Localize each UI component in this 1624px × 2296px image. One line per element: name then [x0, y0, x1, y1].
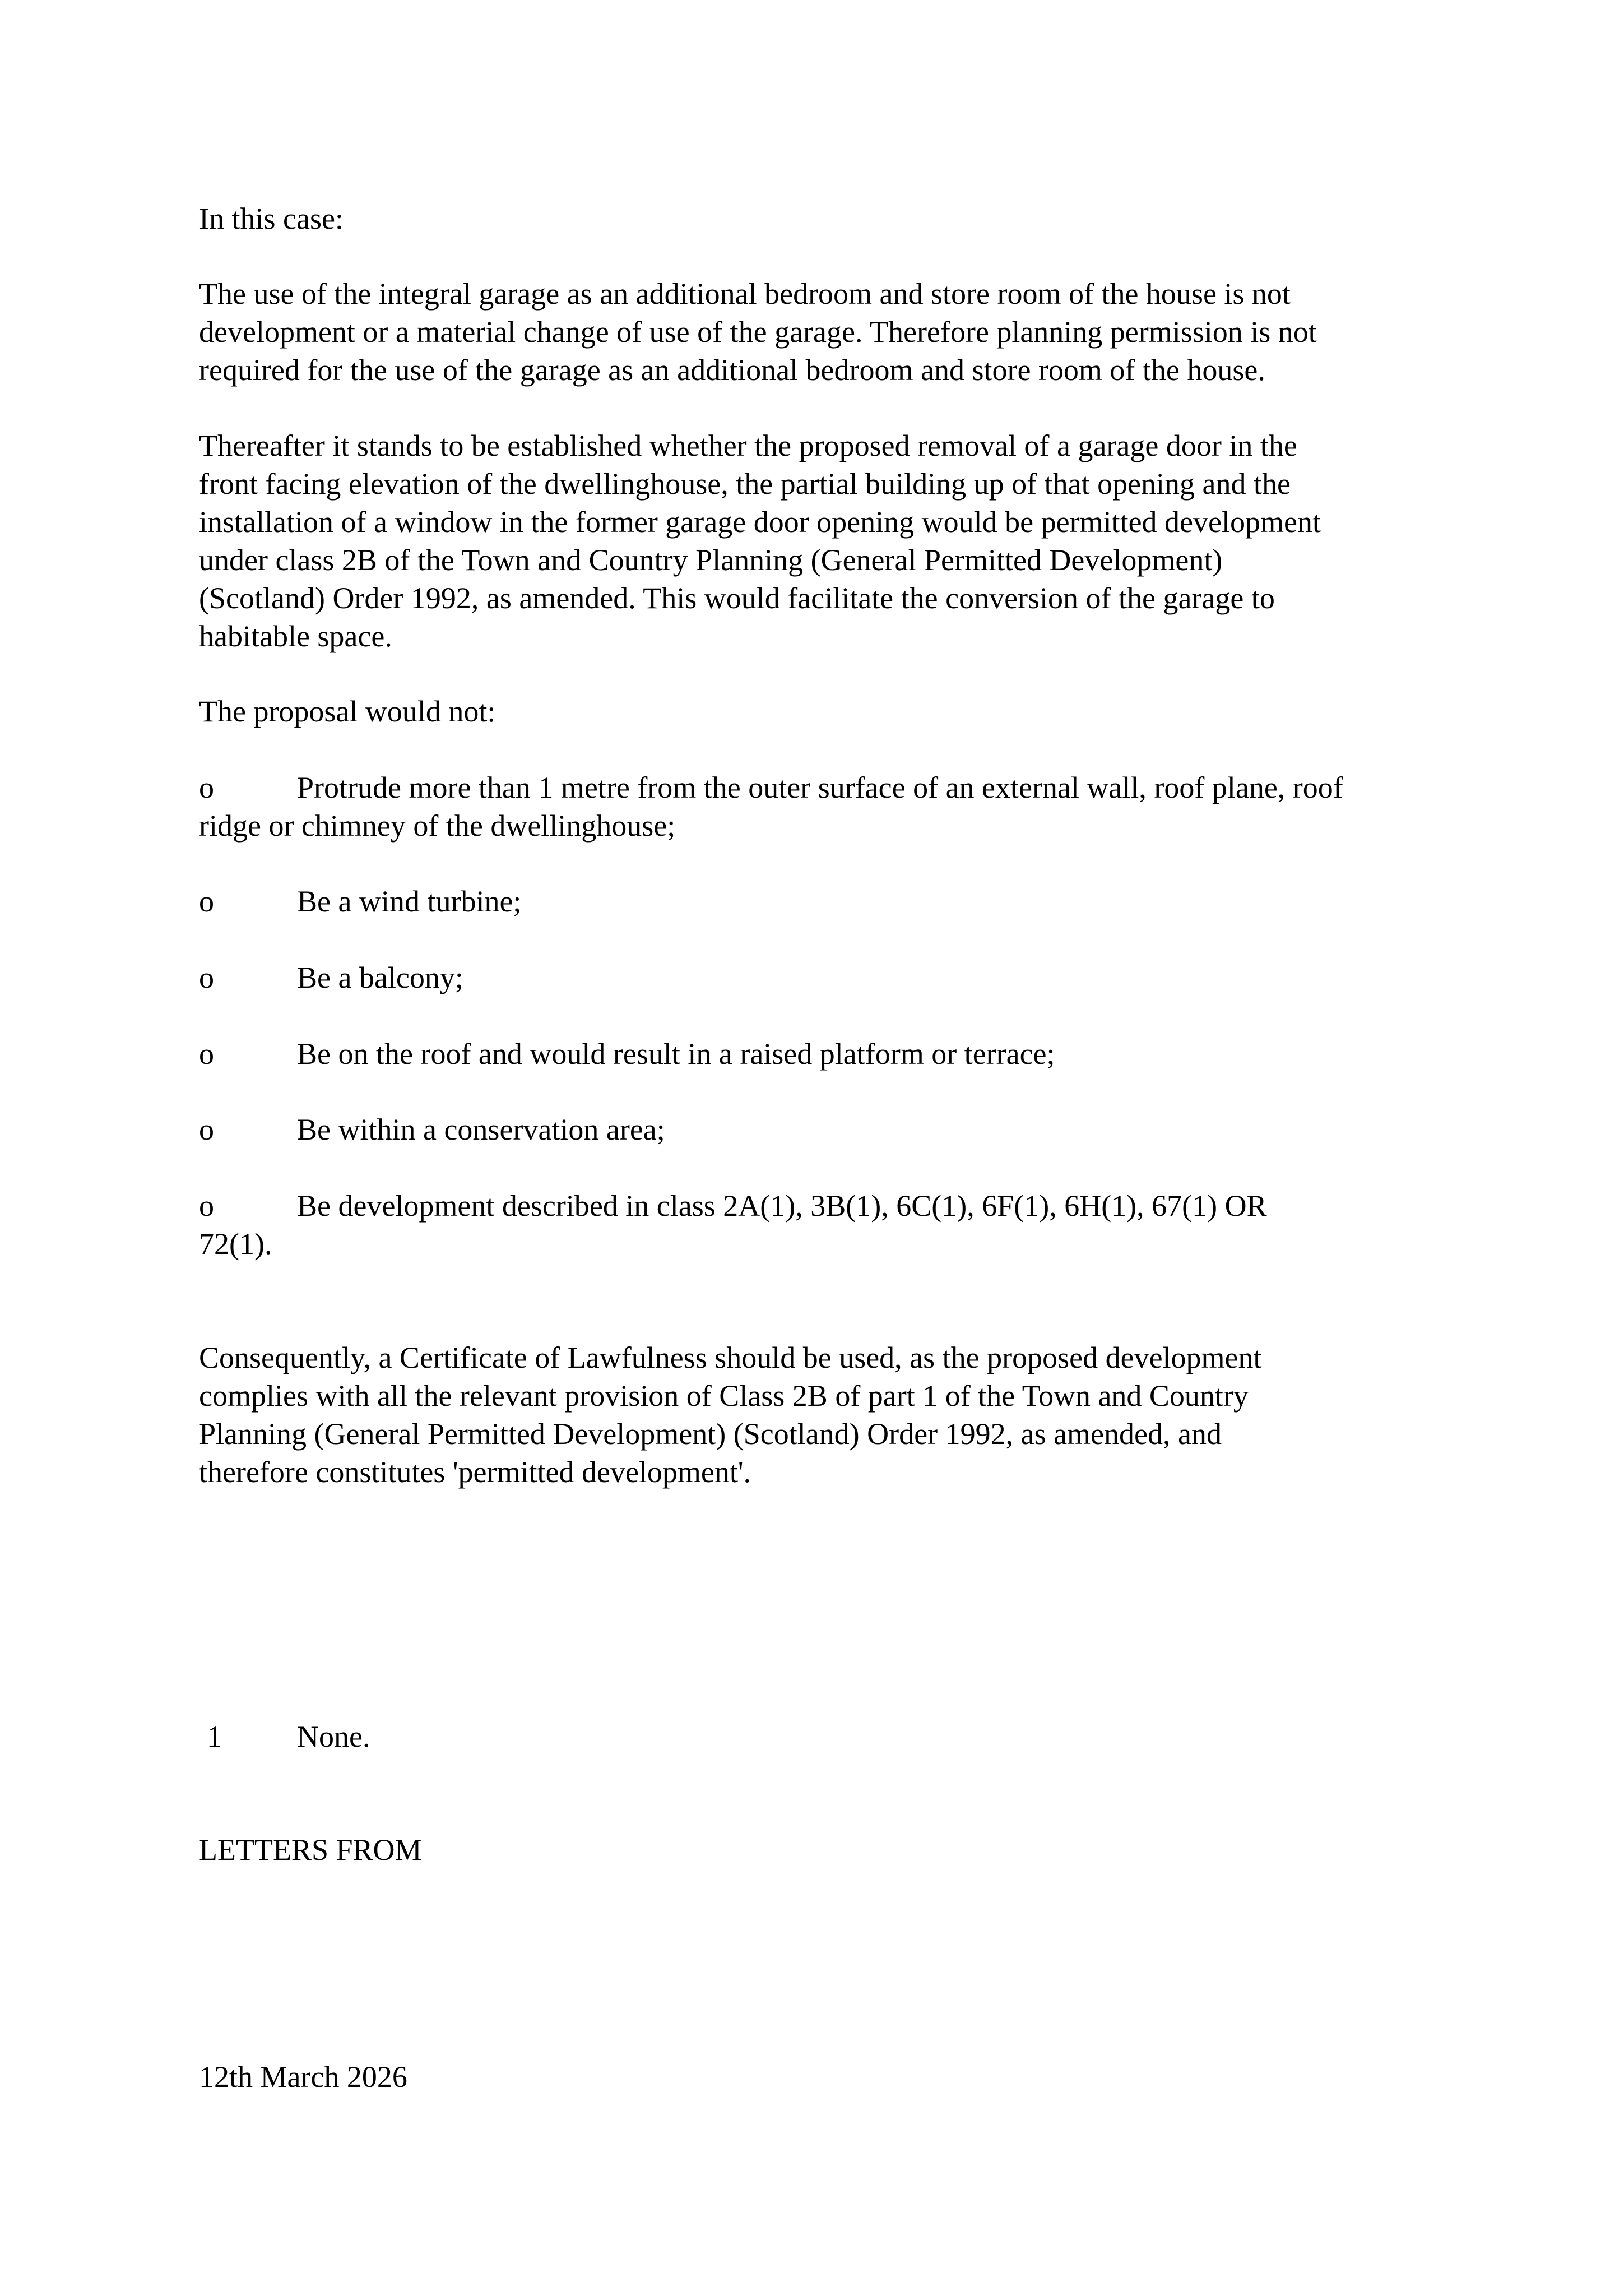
intro-text: In this case:: [199, 202, 344, 235]
bullet-continuation: 72(1).: [199, 1227, 272, 1261]
paragraph-line: therefore constitutes 'permitted development'.: [199, 1455, 751, 1489]
paragraph-line: Thereafter it stands to be established whether the proposed removal of a garage door in the: [199, 429, 1297, 462]
bullet-text: Protrude more than 1 metre from the outer surface of an external wall, roof plane, roof: [297, 771, 1343, 804]
paragraph-line: complies with all the relevant provision of Class 2B of part 1 of the Town and Country: [199, 1379, 1249, 1413]
letters-from-heading: LETTERS FROM: [199, 1833, 422, 1867]
bullet-continuation: ridge or chimney of the dwellinghouse;: [199, 809, 676, 843]
paragraph-line: habitable space.: [199, 619, 392, 653]
paragraph-conclusion: [199, 1339, 1262, 1491]
bullet-text: Be a wind turbine;: [297, 885, 522, 918]
paragraph-line: front facing elevation of the dwellinghouse, the partial building up of that opening and the: [199, 467, 1291, 501]
proposal-heading: The proposal would not:: [199, 695, 496, 728]
list-item: [199, 1035, 1055, 1073]
list-item: [199, 769, 1343, 845]
list-item: [199, 959, 463, 997]
paragraph-line: Consequently, a Certificate of Lawfulness should be used, as the proposed development: [199, 1341, 1262, 1374]
paragraph-line: Planning (General Permitted Development) (Scotland) Order 1992, as amended, and: [199, 1417, 1222, 1451]
list-item: [199, 1110, 665, 1149]
bullet-marker: o: [199, 1037, 214, 1071]
bullet-text: Be within a conservation area;: [297, 1113, 665, 1146]
bullet-text: Be development described in class 2A(1), 3B(1), 6C(1), 6F(1), 6H(1), 67(1) OR: [297, 1189, 1267, 1223]
paragraph-garage-use: [199, 275, 1317, 389]
paragraph-line: under class 2B of the Town and Country Planning (General Permitted Development): [199, 543, 1223, 577]
bullet-marker: o: [199, 961, 214, 994]
bullet-marker: o: [199, 1189, 214, 1223]
paragraph-line: (Scotland) Order 1992, as amended. This would facilitate the conversion of the garage to: [199, 581, 1275, 615]
condition-item: [199, 1718, 370, 1756]
paragraph-line: development or a material change of use of the garage. Therefore planning permission is not: [199, 315, 1317, 349]
list-item: [199, 1187, 1267, 1263]
bullet-marker: o: [199, 1113, 214, 1146]
paragraph-permitted-development: [199, 427, 1321, 655]
paragraph-line: The use of the integral garage as an additional bedroom and store room of the house is not: [199, 277, 1291, 311]
paragraph-line: installation of a window in the former garage door opening would be permitted development: [199, 505, 1321, 539]
condition-number: 1: [207, 1720, 222, 1753]
condition-text: None.: [297, 1720, 370, 1753]
document-date: 12th March 2026: [199, 2060, 407, 2094]
bullet-marker: o: [199, 771, 214, 804]
bullet-text: Be on the roof and would result in a raised platform or terrace;: [297, 1037, 1055, 1071]
list-item: [199, 882, 521, 920]
paragraph-line: required for the use of the garage as an additional bedroom and store room of the house.: [199, 353, 1265, 387]
bullet-marker: o: [199, 885, 214, 918]
bullet-text: Be a balcony;: [297, 961, 463, 994]
